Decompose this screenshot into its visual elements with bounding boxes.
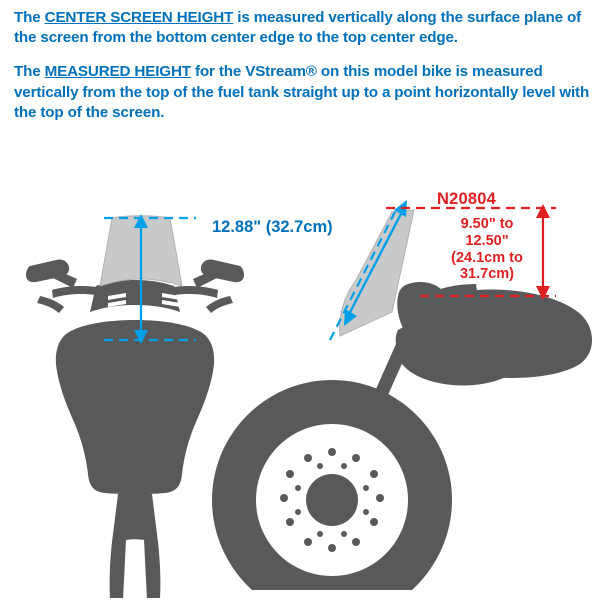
measured-height-desc-segment-2: for the VStream® on this model bike is measured vertically from the top of the fuel tank straight up to a point horizontally level with the top of the screen. — [14, 63, 590, 121]
label-center-screen-height-value: 12.88" (32.7cm) — [212, 218, 333, 236]
center-screen-height-desc-segment-1: CENTER SCREEN HEIGHT — [44, 9, 234, 26]
label-measured-height-value — [434, 216, 540, 283]
label-part-number: N20804 — [437, 190, 496, 208]
measured-height-desc-segment-0: The — [14, 63, 45, 81]
motorcycle-front-silhouette — [26, 216, 244, 600]
center-screen-height-desc-segment-2: is measured vertically along the surface plane of the screen from the bottom center edge to the top center edge. — [14, 9, 582, 47]
measured-height-line-2: 12.50" — [465, 232, 509, 249]
measured-height-line-3: (24.1cm to — [451, 249, 523, 266]
measured-height-line-1: 9.50" to — [460, 216, 514, 232]
center-screen-height-desc-segment-0: The — [14, 9, 45, 26]
measured-height-line-4: 31.7cm) — [459, 266, 514, 283]
measured-height-desc-segment-1: MEASURED HEIGHT — [44, 63, 191, 81]
